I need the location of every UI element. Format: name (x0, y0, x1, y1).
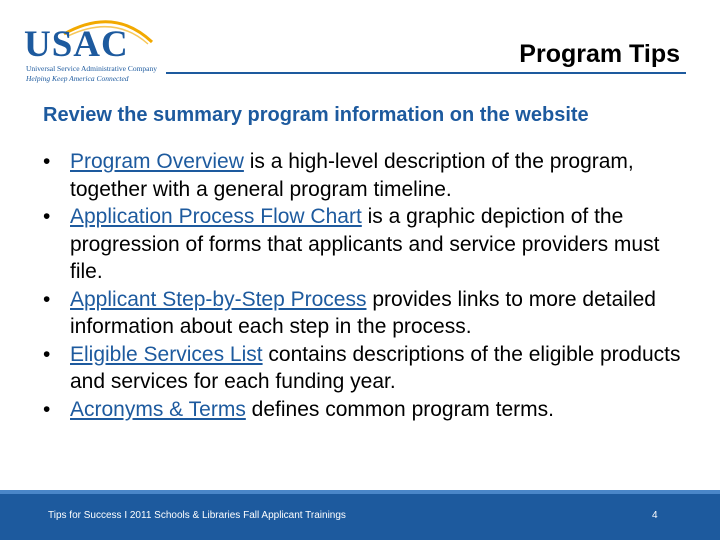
list-item-text: defines common program terms. (245, 397, 554, 421)
list-item-text: is a graphic depiction of the progression of forms that applicants and service providers must file. (70, 205, 660, 283)
list-item-text: provides links to more detailed information about each step in the process. (70, 287, 656, 338)
bullet-icon: • (43, 342, 51, 366)
page-subtitle: Review the summary program information on the website (43, 104, 589, 126)
logo-company-name: Universal Service Administrative Company (26, 64, 158, 73)
link-program-overview[interactable]: Program Overview (70, 150, 244, 173)
list-item-text: is a high-level description of the program, together with a general program timeline. (70, 150, 634, 201)
bullet-icon: • (43, 287, 51, 311)
bullet-icon: • (43, 150, 51, 173)
tips-list (43, 148, 683, 423)
page-number: 4 (652, 510, 658, 521)
link-eligible-services-list[interactable]: Eligible Services List (70, 342, 263, 366)
link-applicant-step-by-step-process[interactable]: Applicant Step-by-Step Process (70, 287, 367, 311)
list-item (43, 148, 683, 203)
footer-accent-line (0, 490, 720, 494)
footer-caption: Tips for Success I 2011 Schools & Libraries Fall Applicant Trainings (48, 510, 346, 521)
bullet-icon: • (43, 205, 51, 228)
list-item (43, 396, 683, 424)
title-divider (166, 72, 686, 74)
logo-wordmark: USAC (24, 24, 129, 65)
usac-logo (24, 12, 159, 86)
link-application-process-flow-chart[interactable]: Application Process Flow Chart (70, 205, 362, 228)
bullet-icon: • (43, 397, 51, 421)
list-item (43, 286, 683, 341)
list-item (43, 341, 683, 396)
page-title: Program Tips (519, 40, 680, 68)
list-item-text: contains descriptions of the eligible products and services for each funding year. (70, 342, 681, 393)
list-item (43, 203, 683, 286)
logo-tagline: Helping Keep America Connected (26, 74, 129, 83)
link-acronyms-and-terms[interactable]: Acronyms & Terms (70, 397, 246, 421)
